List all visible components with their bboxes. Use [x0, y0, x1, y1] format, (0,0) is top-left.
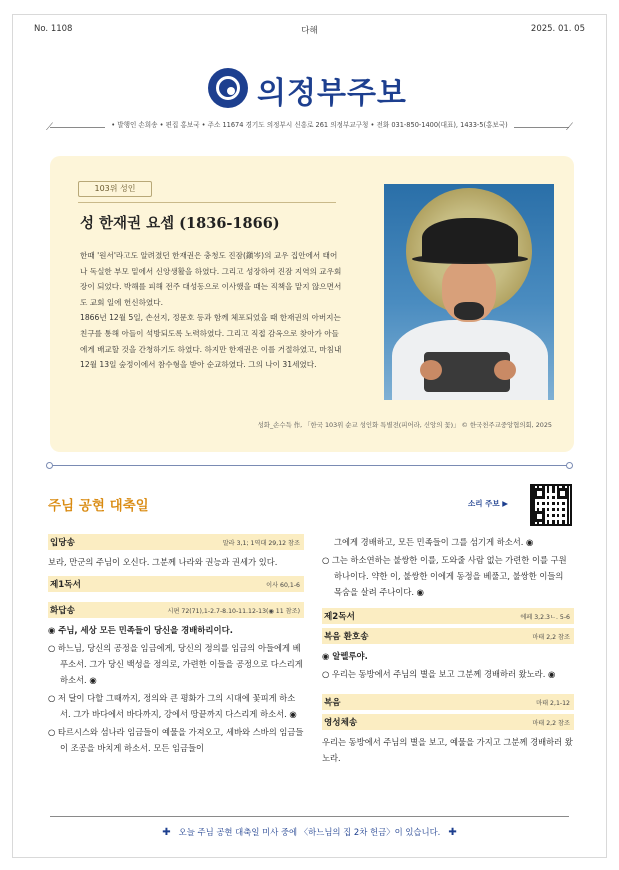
entrance-heading — [48, 534, 304, 550]
psalm-verse: ○ 그는 하소연하는 불쌍한 이를, 도와줄 사람 없는 가련한 이를 구원하나이다. 약한 이, 불쌍한 이에게 동정을 베풀고, 불쌍한 이들의 목숨을 살려 주나이다. ◉ — [322, 555, 567, 597]
communion-text: 우리는 동방에서 주님의 별을 보고, 예물을 가지고 그분께 경배하러 왔노라. — [322, 737, 573, 763]
section-name: 제2독서 — [324, 612, 355, 622]
section-reference: 에페 3,2.3ㄴ. 5-6 — [520, 614, 570, 621]
reading2-heading — [322, 608, 574, 624]
issue-date: 2025. 01. 05 — [530, 24, 585, 34]
saint-paragraph: 1866년 12월 5일, 손선지, 정문호 등과 함께 체포되었을 때 한재권의 아버지는 친구를 통해 아들이 석방되도록 노력하였다. 그리고 직접 감옥으로 찾아가 아들에게 배교할 것을 간청하기도 하였다. 하지만 한재권은 이를 거절하였고, 마침내 12월 13일 숲정이에서 참수형을 받아 순교하였다. 그의 나이 31세였다. — [80, 313, 342, 370]
reading1-heading — [48, 576, 304, 592]
top-meta — [34, 24, 585, 38]
section-divider — [50, 465, 569, 466]
slash-decoration: ⟋ — [46, 122, 53, 133]
section-name: 복음 환호송 — [324, 632, 369, 642]
gospel-heading — [322, 694, 574, 710]
footer-notice — [0, 826, 619, 838]
psalm-verse-continued: 그에게 경배하고, 모든 민족들이 그를 섬기게 하소서. ◉ — [334, 537, 534, 547]
mass-column-left — [48, 534, 304, 758]
section-name: 영성체송 — [324, 718, 358, 728]
saint-portrait — [384, 184, 554, 400]
alleluia-heading — [322, 628, 574, 644]
issue-number: No. 1108 — [34, 24, 73, 34]
saint-feature-box — [50, 156, 574, 452]
divider-dot — [566, 462, 573, 469]
psalm-verse: ○ 타르시스와 섬나라 임금들이 예물을 가져오고, 세바와 스바의 임금들이 조공을 바치게 하소서. 모든 임금들이 — [48, 727, 304, 753]
mass-title: 주님 공현 대축일 — [48, 498, 149, 514]
psalm-verse: ○ 하느님, 당신의 공정을 임금에게, 당신의 정의를 임금의 아들에게 베푸소서. 그가 당신 백성을 정의로, 가련한 이들을 공정으로 다스리게 하소서. ◉ — [48, 643, 303, 685]
portrait-caption: 성화_손수득 作, 「한국 103위 순교 성인화 특별전(피어라, 신앙의 꽃)」 © 한국천주교중앙협의회, 2025 — [257, 421, 552, 429]
saint-category-tag: 103위 성인 — [78, 181, 152, 197]
footer-rule — [50, 816, 569, 817]
diocese-logo-icon — [208, 68, 248, 108]
qr-code-icon[interactable] — [530, 484, 572, 526]
bulletin-title: 의정부주보 — [257, 76, 407, 111]
saint-name: 성 한재권 요셉 (1836-1866) — [80, 215, 280, 232]
section-reference: 마태 2,1-12 — [536, 700, 570, 707]
saint-biography — [80, 248, 342, 373]
publisher-info-text: • 발행인 손희송 • 편집 홍보국 • 주소 11674 경기도 의정부시 신흥로 261 의정부교구청 • 전화 031-850-1400(대표), 1433-5(홍보국) — [105, 119, 514, 129]
cross-icon: ✚ — [162, 827, 171, 838]
section-reference: 말라 3,1; 1역대 29,12 참조 — [222, 540, 300, 547]
hat-shape — [422, 218, 518, 262]
liturgical-year: 다해 — [301, 26, 318, 36]
footer-note-text: 오늘 주님 공현 대축일 미사 중에 〈하느님의 집 2차 헌금〉이 있습니다. — [178, 827, 441, 837]
cross-icon: ✚ — [448, 827, 457, 838]
sound-bulletin-link[interactable]: 소리 주보 ▶ — [468, 499, 508, 508]
entrance-text: 보라, 만군의 주님이 오신다. 그분께 나라와 권능과 권세가 있다. — [48, 557, 278, 567]
section-reference: 시편 72(71),1-2.7-8.10-11.12-13(◉ 11 참조) — [167, 608, 300, 615]
section-reference: 마태 2,2 참조 — [532, 634, 570, 641]
psalm-response: ◉ 주님, 세상 모든 민족들이 당신을 경배하리이다. — [48, 625, 233, 635]
alleluia-response: ◉ 알렐루야. — [322, 651, 368, 661]
divider-dot — [46, 462, 53, 469]
communion-heading — [322, 714, 574, 730]
section-name: 입당송 — [50, 538, 75, 548]
mass-column-right — [322, 534, 574, 766]
section-name: 화답송 — [50, 606, 75, 616]
psalm-heading — [48, 602, 304, 618]
psalm-verse: ○ 저 달이 다할 그때까지, 정의와 큰 평화가 그의 시대에 꽃피게 하소서. 그가 바다에서 바다까지, 강에서 땅끝까지 다스리게 하소서. ◉ — [48, 693, 297, 719]
section-reference: 이사 60,1-6 — [266, 582, 300, 589]
saint-tag-rule — [78, 202, 336, 203]
hand-shape — [494, 360, 516, 380]
publisher-info — [60, 119, 559, 129]
beard-shape — [454, 302, 484, 320]
masthead — [0, 64, 619, 112]
section-name: 제1독서 — [50, 580, 81, 590]
section-name: 복음 — [324, 698, 341, 708]
section-reference: 마태 2,2 참조 — [532, 720, 570, 727]
saint-paragraph: 한때 '원서'라고도 알려졌던 한재권은 충청도 진잠(鎭岑)의 교우 집안에서 태어나 독실한 부모 밑에서 신앙생활을 하였다. 그리고 성장하여 진잠 지역의 교우회장이 되었다. 박해를 피해 전주 대성동으로 이사했을 때는 직책을 맡지 않으면서도 교회 일에 헌신하였다. — [80, 251, 342, 307]
alleluia-verse: ○ 우리는 동방에서 주님의 별을 보고 그분께 경배하러 왔노라. ◉ — [322, 669, 556, 679]
slash-decoration: ⟋ — [566, 122, 573, 133]
hand-shape — [420, 360, 442, 380]
